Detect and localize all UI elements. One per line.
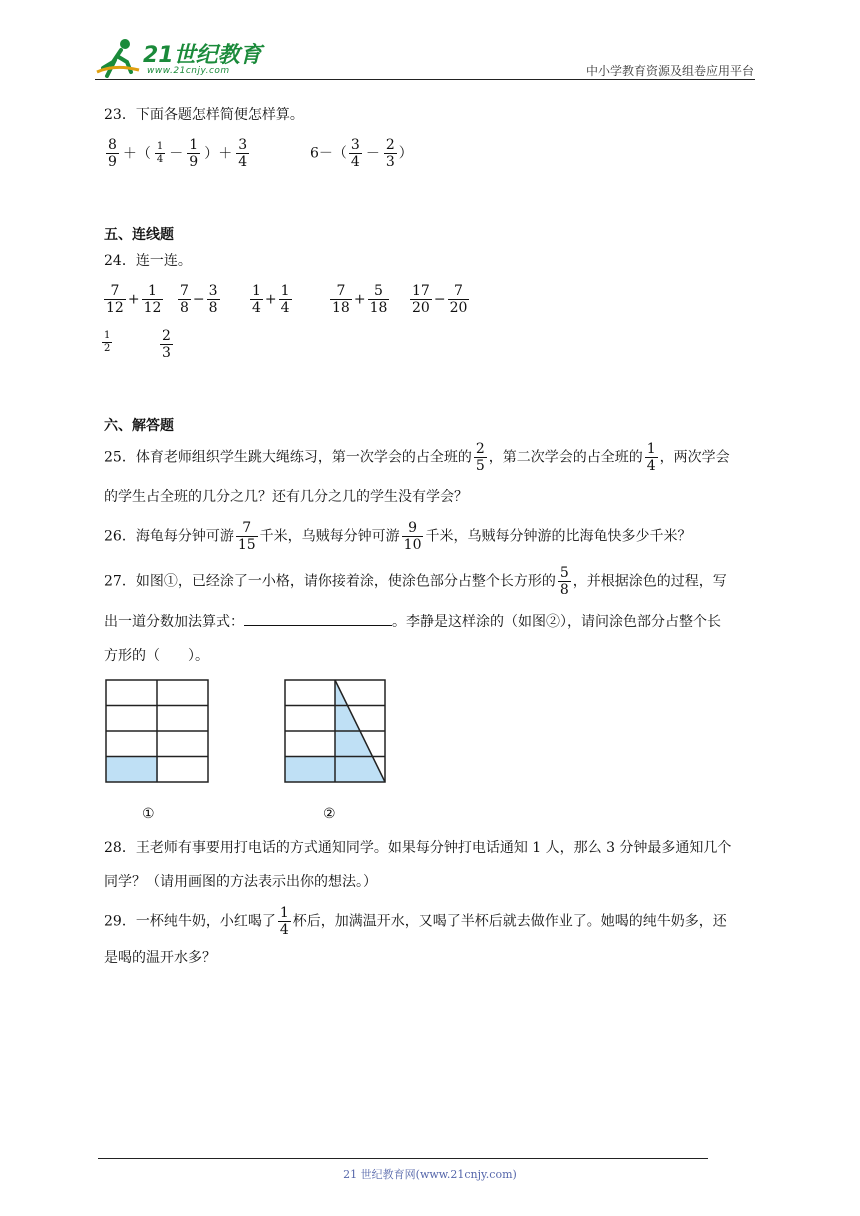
question-23-text: 23．下面各题怎样简便怎样算。: [104, 107, 304, 123]
shaded-cell: [106, 756, 158, 782]
match-answer-1: $\frac{1}{2}$: [104, 330, 111, 354]
answer-blank[interactable]: [244, 611, 392, 626]
question-28-line-2: 同学？（请用画图的方法表示出你的想法。）: [104, 874, 377, 890]
question-23-expression-2: 6－（ $\frac{3}{4}$ － $\frac{2}{3}$ ）: [310, 137, 413, 170]
match-answer-2: $\frac{2}{3}$: [162, 328, 171, 361]
fraction: $\frac{3}{4}$: [350, 137, 360, 170]
section-5-title: 五、连线题: [104, 227, 174, 243]
question-25-line-1: 25．体育老师组织学生跳大绳练习，第一次学会的占全班的 $\frac{2}{5}$ ，第二次学会的占全班的 $\frac{1}{4}$ ，两次学会: [104, 441, 730, 474]
site-logo: [95, 36, 265, 80]
match-item-2: $\frac{7}{8}$ − $\frac{3}{8}$: [180, 283, 218, 316]
question-27-line-1: 27．如图①，已经涂了一小格，请你接着涂，使涂色部分占整个长方形的 $\frac{5}{8}$ ，并根据涂色的过程，写: [104, 565, 727, 598]
question-26: 26．海龟每分钟可游 $\frac{7}{15}$ 千米，乌贼每分钟可游 $\frac{9}{10}$ 千米，乌贼每分钟游的比海龟快多少千米？: [104, 520, 692, 553]
fraction: $\frac{3}{4}$: [238, 137, 248, 170]
shaded-cell: [285, 756, 335, 782]
section-6-title: 六、解答题: [104, 418, 174, 434]
logo-text: 21世纪教育: [143, 43, 262, 68]
figure-1-label: ①: [142, 806, 155, 822]
footer-divider: [98, 1158, 708, 1159]
header-divider: [95, 79, 755, 80]
footer-text: 21 世纪教育网(www.21cnjy.com): [343, 1168, 517, 1181]
question-29-line-2: 是喝的温开水多？: [104, 950, 216, 966]
question-24-text: 24．连一连。: [104, 253, 192, 269]
match-item-3: $\frac{1}{4}$ + $\frac{1}{4}$: [252, 283, 290, 316]
question-29-line-1: 29．一杯纯牛奶，小红喝了 $\frac{1}{4}$ 杯后，加满温开水，又喝了半杯后就去做作业了。她喝的纯牛奶多，还: [104, 905, 727, 938]
fraction: $\frac{2}{3}$: [385, 137, 395, 170]
figure-1-grid: [104, 678, 210, 784]
question-28-line-1: 28．王老师有事要用打电话的方式通知同学。如果每分钟打电话通知 1 人，那么 3 分钟最多通知几个: [104, 840, 732, 856]
match-item-5: $\frac{17}{20}$ − $\frac{7}{20}$: [412, 283, 468, 316]
question-27-line-2: 出一道分数加法算式： 。李静是这样涂的（如图②），请问涂色部分占整个长: [104, 611, 721, 632]
logo-url: www.21cnjy.com: [147, 66, 230, 76]
figure-2-grid: [283, 678, 389, 784]
runner-logo-icon: [95, 38, 141, 78]
match-item-1: $\frac{7}{12}$ + $\frac{1}{12}$: [106, 283, 162, 316]
fraction: $\frac{1}{9}$: [189, 137, 199, 170]
question-25-line-2: 的学生占全班的几分之几？还有几分之几的学生没有学会？: [104, 489, 468, 505]
fraction: $\frac{8}{9}$: [108, 137, 117, 170]
platform-name: 中小学教育资源及组卷应用平台: [585, 64, 754, 78]
fraction: $\frac{1}{4}$: [156, 141, 164, 165]
match-item-4: $\frac{7}{18}$ + $\frac{5}{18}$: [332, 283, 388, 316]
question-23-expression-1: $\frac{8}{9}$ ＋（ $\frac{1}{4}$ － $\frac{1}{9}$ ）＋ $\frac{3}{4}$: [108, 137, 248, 170]
figure-2-label: ②: [323, 806, 336, 822]
question-27-line-3: 方形的（ ）。: [104, 648, 209, 664]
